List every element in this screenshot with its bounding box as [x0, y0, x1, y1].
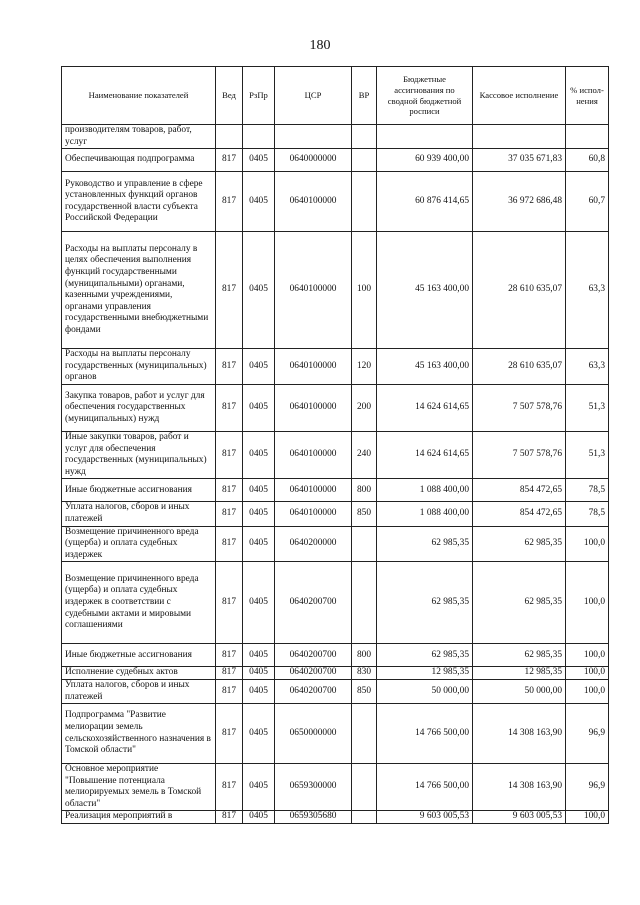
cell-ved: 817	[216, 764, 243, 811]
cell-csr: 0659300000	[275, 764, 352, 811]
cell-rzpr: 0405	[243, 172, 275, 232]
cell-plan: 60 876 414,65	[377, 172, 473, 232]
cell-cash: 12 985,35	[473, 667, 566, 680]
cell-vr: 800	[352, 479, 377, 502]
cell-ved: 817	[216, 431, 243, 478]
cell-vr: 120	[352, 349, 377, 385]
cell-cash: 854 472,65	[473, 479, 566, 502]
cell-cash: 28 610 635,07	[473, 349, 566, 385]
cell-rzpr	[243, 125, 275, 149]
cell-pct: 51,3	[566, 384, 609, 431]
cell-rzpr: 0405	[243, 149, 275, 172]
cell-vr	[352, 764, 377, 811]
cell-plan: 14 624 614,65	[377, 431, 473, 478]
cell-vr	[352, 811, 377, 824]
cell-name: Иные закупки товаров, работ и услуг для обеспечения государственных (муниципальных) нужд	[62, 431, 216, 478]
cell-csr: 0640200700	[275, 644, 352, 667]
cell-name: Руководство и управление в сфере установленных функций органов государственной власти субъекта Российской Федерации	[62, 172, 216, 232]
table-row	[62, 764, 609, 811]
cell-cash: 14 308 163,90	[473, 704, 566, 764]
page-number: 180	[309, 38, 331, 53]
cell-rzpr: 0405	[243, 704, 275, 764]
header-name: Наименование показателей	[62, 67, 216, 125]
cell-ved: 817	[216, 502, 243, 526]
cell-cash: 62 985,35	[473, 644, 566, 667]
cell-cash: 37 035 671,83	[473, 149, 566, 172]
cell-plan: 60 939 400,00	[377, 149, 473, 172]
cell-name: Закупка товаров, работ и услуг для обеспечения государственных (муниципальных) нужд	[62, 384, 216, 431]
table-row	[62, 479, 609, 502]
table-row	[62, 644, 609, 667]
cell-cash: 28 610 635,07	[473, 232, 566, 349]
cell-pct: 78,5	[566, 479, 609, 502]
cell-csr: 0640100000	[275, 431, 352, 478]
table-row	[62, 149, 609, 172]
cell-rzpr: 0405	[243, 349, 275, 385]
cell-plan: 1 088 400,00	[377, 502, 473, 526]
cell-pct: 100,0	[566, 679, 609, 703]
cell-ved: 817	[216, 811, 243, 824]
cell-name: Реализация мероприятий в	[62, 811, 216, 824]
cell-ved: 817	[216, 149, 243, 172]
cell-pct: 100,0	[566, 526, 609, 562]
cell-csr: 0640200700	[275, 679, 352, 703]
table-header-row	[62, 67, 609, 125]
cell-plan: 1 088 400,00	[377, 479, 473, 502]
cell-vr	[352, 172, 377, 232]
cell-pct: 78,5	[566, 502, 609, 526]
cell-name: Иные бюджетные ассигнования	[62, 644, 216, 667]
cell-ved: 817	[216, 479, 243, 502]
cell-name: Подпрограмма "Развитие мелиорации земель сельскохозяйственного назначения в Томской области"	[62, 704, 216, 764]
table-row	[62, 704, 609, 764]
cell-plan: 9 603 005,53	[377, 811, 473, 824]
cell-name: Уплата налогов, сборов и иных платежей	[62, 679, 216, 703]
header-pct: % испол-нения	[566, 67, 609, 125]
cell-name: Возмещение причиненного вреда (ущерба) и оплата судебных издержек в соответствии с судебными актами и мировыми соглашениями	[62, 562, 216, 644]
table-row	[62, 679, 609, 703]
cell-vr: 100	[352, 232, 377, 349]
cell-rzpr: 0405	[243, 679, 275, 703]
cell-csr: 0659305680	[275, 811, 352, 824]
cell-cash: 50 000,00	[473, 679, 566, 703]
cell-rzpr: 0405	[243, 667, 275, 680]
cell-ved: 817	[216, 172, 243, 232]
cell-rzpr: 0405	[243, 232, 275, 349]
cell-name: Расходы на выплаты персоналу в целях обеспечения выполнения функций государственными (муниципальными) органами, казенными учреждениями, органами управления государственными внебюджетными фондами	[62, 232, 216, 349]
cell-plan: 50 000,00	[377, 679, 473, 703]
cell-rzpr: 0405	[243, 384, 275, 431]
cell-plan: 12 985,35	[377, 667, 473, 680]
cell-csr: 0640200700	[275, 667, 352, 680]
cell-pct: 96,9	[566, 704, 609, 764]
cell-csr: 0640100000	[275, 384, 352, 431]
cell-name: Возмещение причиненного вреда (ущерба) и оплата судебных издержек	[62, 526, 216, 562]
table-row	[62, 232, 609, 349]
cell-vr: 850	[352, 502, 377, 526]
cell-plan: 14 766 500,00	[377, 764, 473, 811]
cell-vr	[352, 704, 377, 764]
cell-plan: 45 163 400,00	[377, 232, 473, 349]
header-plan: Бюджетные ассигнования по сводной бюджетной росписи	[377, 67, 473, 125]
cell-csr: 0640200700	[275, 562, 352, 644]
cell-cash: 9 603 005,53	[473, 811, 566, 824]
cell-pct: 100,0	[566, 811, 609, 824]
cell-pct: 63,3	[566, 349, 609, 385]
cell-vr: 800	[352, 644, 377, 667]
cell-pct: 100,0	[566, 562, 609, 644]
cell-csr: 0640100000	[275, 232, 352, 349]
cell-pct: 60,7	[566, 172, 609, 232]
cell-vr: 830	[352, 667, 377, 680]
cell-pct: 96,9	[566, 764, 609, 811]
cell-ved: 817	[216, 562, 243, 644]
cell-pct: 60,8	[566, 149, 609, 172]
header-cash: Кассовое исполнение	[473, 67, 566, 125]
cell-pct	[566, 125, 609, 149]
cell-csr: 0640100000	[275, 502, 352, 526]
cell-pct: 100,0	[566, 667, 609, 680]
cell-pct: 100,0	[566, 644, 609, 667]
cell-csr	[275, 125, 352, 149]
budget-execution-table	[61, 66, 609, 824]
cell-pct: 51,3	[566, 431, 609, 478]
cell-vr: 240	[352, 431, 377, 478]
cell-ved: 817	[216, 349, 243, 385]
cell-name: Уплата налогов, сборов и иных платежей	[62, 502, 216, 526]
cell-rzpr: 0405	[243, 562, 275, 644]
cell-ved: 817	[216, 526, 243, 562]
cell-ved: 817	[216, 667, 243, 680]
cell-cash: 14 308 163,90	[473, 764, 566, 811]
cell-name: Расходы на выплаты персоналу государственных (муниципальных) органов	[62, 349, 216, 385]
cell-cash: 62 985,35	[473, 562, 566, 644]
cell-plan: 45 163 400,00	[377, 349, 473, 385]
cell-rzpr: 0405	[243, 431, 275, 478]
table-row	[62, 562, 609, 644]
cell-ved: 817	[216, 384, 243, 431]
cell-cash: 62 985,35	[473, 526, 566, 562]
cell-plan	[377, 125, 473, 149]
cell-cash	[473, 125, 566, 149]
table-row	[62, 384, 609, 431]
cell-plan: 62 985,35	[377, 526, 473, 562]
cell-name: Основное мероприятие "Повышение потенциала мелиорируемых земель в Томской области"	[62, 764, 216, 811]
cell-rzpr: 0405	[243, 644, 275, 667]
cell-plan: 62 985,35	[377, 644, 473, 667]
table-row	[62, 502, 609, 526]
cell-name: производителям товаров, работ, услуг	[62, 125, 216, 149]
table-row	[62, 811, 609, 824]
cell-rzpr: 0405	[243, 764, 275, 811]
cell-csr: 0640000000	[275, 149, 352, 172]
cell-vr: 850	[352, 679, 377, 703]
cell-rzpr: 0405	[243, 479, 275, 502]
cell-ved: 817	[216, 232, 243, 349]
cell-plan: 62 985,35	[377, 562, 473, 644]
cell-csr: 0650000000	[275, 704, 352, 764]
header-csr: ЦСР	[275, 67, 352, 125]
cell-ved: 817	[216, 704, 243, 764]
cell-rzpr: 0405	[243, 502, 275, 526]
header-vr: ВР	[352, 67, 377, 125]
table-row	[62, 349, 609, 385]
cell-rzpr: 0405	[243, 526, 275, 562]
cell-cash: 36 972 686,48	[473, 172, 566, 232]
cell-ved: 817	[216, 679, 243, 703]
cell-csr: 0640200000	[275, 526, 352, 562]
cell-cash: 7 507 578,76	[473, 431, 566, 478]
cell-rzpr: 0405	[243, 811, 275, 824]
cell-cash: 7 507 578,76	[473, 384, 566, 431]
cell-ved: 817	[216, 644, 243, 667]
cell-name: Обеспечивающая подпрограмма	[62, 149, 216, 172]
cell-vr	[352, 526, 377, 562]
cell-ved	[216, 125, 243, 149]
cell-vr: 200	[352, 384, 377, 431]
cell-vr	[352, 149, 377, 172]
cell-csr: 0640100000	[275, 479, 352, 502]
cell-plan: 14 624 614,65	[377, 384, 473, 431]
cell-cash: 854 472,65	[473, 502, 566, 526]
table-row	[62, 667, 609, 680]
table-row	[62, 431, 609, 478]
cell-pct: 63,3	[566, 232, 609, 349]
table-row	[62, 526, 609, 562]
cell-csr: 0640100000	[275, 172, 352, 232]
cell-plan: 14 766 500,00	[377, 704, 473, 764]
cell-name: Исполнение судебных актов	[62, 667, 216, 680]
table-row	[62, 172, 609, 232]
cell-csr: 0640100000	[275, 349, 352, 385]
table-row	[62, 125, 609, 149]
header-rzpr: РзПр	[243, 67, 275, 125]
cell-vr	[352, 125, 377, 149]
cell-vr	[352, 562, 377, 644]
cell-name: Иные бюджетные ассигнования	[62, 479, 216, 502]
header-ved: Вед	[216, 67, 243, 125]
table-body	[62, 125, 609, 824]
